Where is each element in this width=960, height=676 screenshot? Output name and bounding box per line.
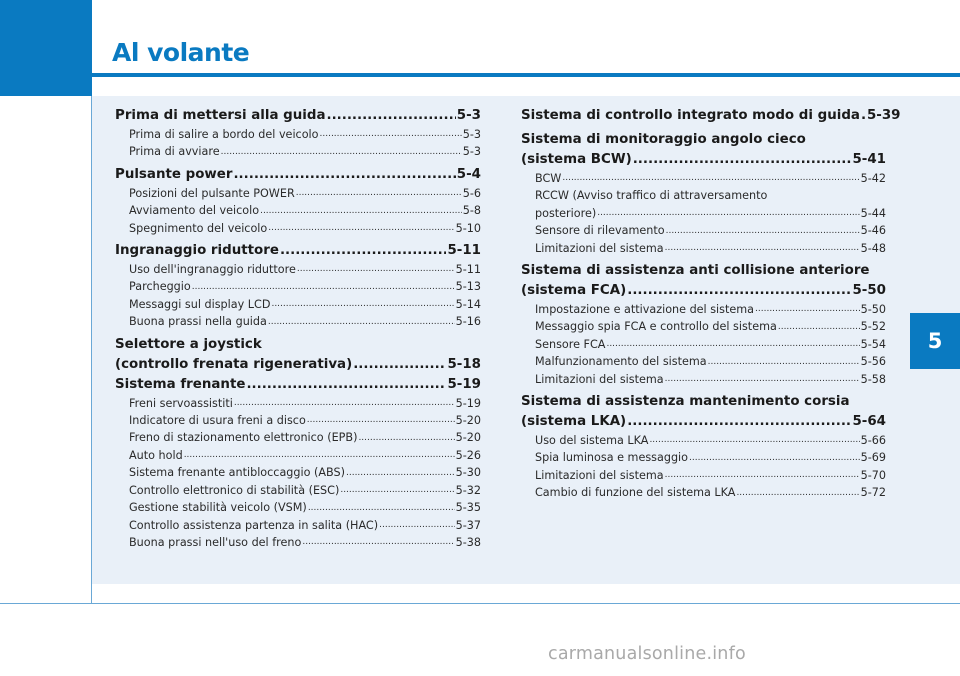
toc-subsection[interactable] [521, 318, 886, 335]
toc-section-title: Prima di mettersi alla guida [115, 108, 326, 123]
toc-subsection-title: Sensore di rilevamento [535, 224, 665, 238]
bottom-rule [0, 603, 960, 604]
toc-subsection-title-line1[interactable]: RCCW (Avviso traffico di attraversamento [535, 189, 768, 203]
toc-page-number: 5-20 [455, 414, 481, 428]
toc-section-title-line1[interactable]: Sistema di assistenza mantenimento corsia [521, 394, 850, 410]
toc-subsection[interactable] [115, 185, 481, 202]
toc-page-number: 5-44 [860, 206, 886, 220]
toc-subsection[interactable] [521, 353, 886, 370]
toc-page-number: 5-3 [456, 108, 481, 123]
toc-page-number: 5-19 [455, 396, 481, 410]
toc-section[interactable] [521, 281, 886, 301]
toc-subsection-title: Avviamento del veicolo [129, 204, 260, 218]
toc-subsection-title: Limitazioni del sistema [535, 241, 664, 255]
toc-subsection[interactable] [115, 395, 481, 412]
toc-subsection[interactable] [115, 126, 481, 143]
toc-page-number: 5-42 [860, 172, 886, 185]
toc-right-column [521, 106, 901, 502]
toc-subsection[interactable] [115, 517, 481, 534]
toc-subsection-title: Sensore FCA [535, 337, 606, 351]
toc-subsection[interactable] [115, 143, 481, 160]
toc-page-number: 5-38 [455, 535, 481, 549]
toc-page-number: 5-64 [852, 414, 886, 430]
toc-section-title-line1[interactable]: Sistema di monitoraggio angolo cieco [521, 132, 806, 147]
toc-subsection[interactable] [115, 429, 481, 446]
toc-page-number: 5-11 [447, 243, 481, 259]
toc-page-number: 5-30 [455, 466, 481, 480]
toc-subsection[interactable] [521, 371, 886, 388]
toc-subsection-title: Malfunzionamento del sistema [535, 355, 707, 369]
toc-section[interactable] [115, 241, 481, 261]
toc-subsection[interactable] [521, 205, 886, 222]
toc-subsection-title: Gestione stabilità veicolo (VSM) [129, 501, 307, 515]
toc-section-title-line2: (sistema BCW) [521, 152, 632, 167]
toc-subsection-title: Freno di stazionamento elettronico (EPB) [129, 431, 358, 445]
toc-subsection[interactable] [521, 222, 886, 239]
toc-page-number: 5-37 [455, 518, 481, 532]
toc-page-number: 5-58 [860, 372, 886, 386]
toc-subsection-title: Buona prassi nella guida [129, 315, 267, 329]
toc-subsection-title: Controllo elettronico di stabilità (ESC) [129, 483, 340, 497]
toc-section[interactable] [115, 355, 481, 375]
toc-section-title-line2: (controllo frenata rigenerativa) [115, 356, 353, 372]
toc-section-title-line2: (sistema LKA) [521, 414, 627, 430]
toc-section-title-line1[interactable]: Selettore a joystick [115, 336, 262, 352]
toc-page-number: 5-48 [860, 241, 886, 255]
toc-page-number: 5-6 [462, 186, 481, 200]
toc-subsection-title: Spegnimento del veicolo [129, 221, 268, 235]
toc-section-title-line2: (sistema FCA) [521, 283, 627, 299]
toc-page-number: 5-4 [456, 166, 481, 182]
toc-subsection[interactable] [115, 412, 481, 429]
toc-subsection[interactable] [521, 240, 886, 257]
toc-subsection-title: Prima di avviare [129, 145, 220, 159]
toc-page-number: 5-8 [462, 204, 481, 218]
toc-section-title: Sistema frenante [115, 376, 246, 392]
toc-subsection-title-line2: posteriore) [535, 206, 597, 220]
toc-page-number: 5-3 [462, 128, 481, 141]
toc-subsection[interactable] [115, 499, 481, 516]
toc-page-number: 5-19 [447, 376, 481, 392]
toc-page-number: 5-54 [860, 337, 886, 351]
toc-section-title: Sistema di controllo integrato modo di guida [521, 108, 860, 123]
toc-page-number: 5-14 [455, 297, 481, 311]
toc-page-number: 5-46 [860, 224, 886, 238]
toc-subsection-title: Auto hold [129, 448, 183, 462]
toc-subsection[interactable] [115, 464, 481, 481]
toc-subsection[interactable] [521, 484, 886, 501]
toc-section[interactable] [115, 375, 481, 395]
page-title: Al volante [112, 38, 250, 67]
toc-subsection[interactable] [115, 313, 481, 330]
header-blue-block [0, 0, 92, 96]
toc-subsection-title: Indicatore di usura freni a disco [129, 414, 306, 428]
toc-section[interactable] [115, 106, 481, 126]
toc-subsection-title: Uso del sistema LKA [535, 434, 649, 448]
toc-subsection-title: BCW [535, 172, 562, 185]
toc-page-number: 5-35 [455, 501, 481, 515]
toc-subsection[interactable] [521, 449, 886, 466]
toc-subsection[interactable] [115, 278, 481, 295]
toc-left-column [115, 106, 481, 551]
toc-subsection[interactable] [521, 467, 886, 484]
toc-section[interactable] [115, 165, 481, 185]
toc-subsection-title: Posizioni del pulsante POWER [129, 186, 295, 200]
toc-page-number: 5-39 [866, 108, 901, 123]
toc-page-number: 5-50 [860, 303, 886, 317]
toc-page-number: 5-70 [860, 468, 886, 482]
toc-subsection-title: Prima di salire a bordo del veicolo [129, 128, 319, 141]
toc-subsection[interactable] [115, 202, 481, 219]
toc-subsection[interactable] [115, 220, 481, 237]
toc-page-number: 5-26 [455, 448, 481, 462]
toc-section[interactable] [521, 106, 901, 126]
toc-subsection-title: Uso dell'ingranaggio riduttore [129, 263, 296, 277]
toc-subsection[interactable] [115, 534, 481, 551]
toc-page-number: 5-18 [447, 356, 481, 372]
toc-subsection-title: Parcheggio [129, 280, 191, 294]
toc-subsection-title: Spia luminosa e messaggio [535, 451, 688, 465]
toc-page-number: 5-20 [455, 431, 481, 445]
toc-subsection-title: Controllo assistenza partenza in salita (HAC) [129, 518, 379, 532]
toc-subsection-title: Messaggio spia FCA e controllo del sistema [535, 320, 777, 334]
toc-subsection[interactable] [115, 482, 481, 499]
toc-subsection[interactable] [115, 447, 481, 464]
toc-subsection[interactable] [115, 296, 481, 313]
toc-page-number: 5-50 [852, 283, 886, 299]
toc-page-number: 5-3 [462, 145, 481, 159]
toc-subsection[interactable] [115, 261, 481, 278]
toc-page-number: 5-69 [860, 451, 886, 465]
toc-subsection-title: Buona prassi nell'uso del freno [129, 535, 302, 549]
title-rule [92, 73, 960, 77]
toc-page-number: 5-11 [455, 263, 481, 277]
toc-page-number: 5-10 [455, 221, 481, 235]
toc-subsection-title: Freni servoassistiti [129, 396, 233, 410]
toc-page-number: 5-66 [860, 434, 886, 448]
toc-page-number: 5-32 [455, 483, 481, 497]
toc-section-title: Pulsante power [115, 166, 233, 182]
chapter-tab[interactable]: 5 [910, 313, 960, 369]
toc-section[interactable] [521, 412, 886, 432]
toc-subsection[interactable] [521, 170, 886, 187]
toc-subsection-title: Sistema frenante antibloccaggio (ABS) [129, 466, 345, 480]
toc-subsection[interactable] [521, 432, 886, 449]
toc-subsection-title: Cambio di funzione del sistema LKA [535, 486, 736, 500]
toc-subsection[interactable] [521, 301, 886, 318]
toc-subsection-title: Messaggi sul display LCD [129, 297, 271, 311]
toc-page-number: 5-13 [455, 280, 481, 294]
watermark-text: carmanualsonline.info [548, 644, 746, 664]
left-margin-line [91, 96, 92, 604]
toc-subsection-title: Limitazioni del sistema [535, 468, 664, 482]
toc-subsection-title: Limitazioni del sistema [535, 372, 664, 386]
toc-subsection[interactable] [521, 336, 886, 353]
toc-page-number: 5-41 [852, 152, 886, 167]
toc-page-number: 5-72 [860, 486, 886, 500]
toc-page-number: 5-56 [860, 355, 886, 369]
toc-section-title-line1[interactable]: Sistema di assistenza anti collisione anteriore [521, 263, 870, 279]
toc-section-title: Ingranaggio riduttore [115, 243, 279, 259]
toc-page-number: 5-52 [860, 320, 886, 334]
toc-subsection-title: Impostazione e attivazione del sistema [535, 303, 755, 317]
toc-section[interactable] [521, 150, 886, 170]
toc-page-number: 5-16 [455, 315, 481, 329]
